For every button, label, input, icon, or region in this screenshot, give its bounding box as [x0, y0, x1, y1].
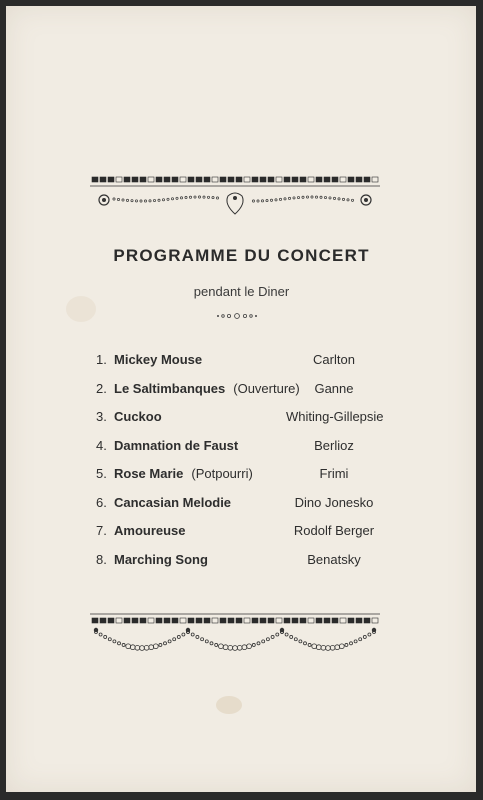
- piece-title: Rose Marie (Potpourri): [114, 466, 253, 481]
- composer-name: Frimi: [319, 466, 349, 481]
- piece-title: Mickey Mouse: [114, 352, 203, 367]
- piece-title: Cuckoo: [114, 409, 162, 424]
- composer-name: Whiting-Gillepsie: [286, 409, 384, 424]
- item-number: 7.: [96, 523, 107, 538]
- paper-stain: [216, 696, 242, 714]
- item-number: 5.: [96, 466, 107, 481]
- piece-title: Marching Song: [114, 551, 208, 567]
- item-number: 3.: [96, 409, 107, 424]
- piece-title: Damnation de Faust: [114, 437, 239, 453]
- composer-name: Benatsky: [307, 551, 361, 567]
- piece-title: Cancasian Melodie: [114, 494, 232, 510]
- composer-name: Berlioz: [314, 437, 354, 453]
- list-item: [96, 381, 396, 410]
- composer-name: Dino Jonesko: [294, 494, 374, 510]
- composer-name: Ganne: [314, 380, 354, 396]
- list-item: [96, 552, 396, 581]
- item-number: 2.: [96, 380, 107, 396]
- piece-title: Le Saltimbanques (Ouverture): [114, 380, 300, 396]
- item-number: 6.: [96, 494, 107, 510]
- paper-stain: [66, 296, 96, 322]
- piece-note: (Potpourri): [191, 466, 253, 481]
- list-item: [96, 495, 396, 524]
- list-item: [96, 438, 396, 467]
- page-title: PROGRAMME DU CONCERT: [113, 246, 370, 265]
- page-subtitle: pendant le Diner: [193, 284, 290, 299]
- item-number: 4.: [96, 437, 107, 453]
- list-item: [96, 523, 396, 552]
- composer-name: Rodolf Berger: [293, 523, 375, 538]
- item-number: 8.: [96, 551, 107, 567]
- list-item: [96, 466, 396, 495]
- composer-name: Carlton: [313, 352, 355, 367]
- item-number: 1.: [96, 352, 107, 367]
- bottom-ornament-icon: [88, 610, 382, 662]
- top-ornament-icon: [88, 174, 382, 222]
- list-item: [96, 352, 396, 381]
- list-item: [96, 409, 396, 438]
- separator-icon: [215, 312, 259, 320]
- programme-list: [96, 352, 396, 580]
- piece-title: Amoureuse: [114, 523, 186, 538]
- piece-note: (Ouverture): [233, 380, 300, 396]
